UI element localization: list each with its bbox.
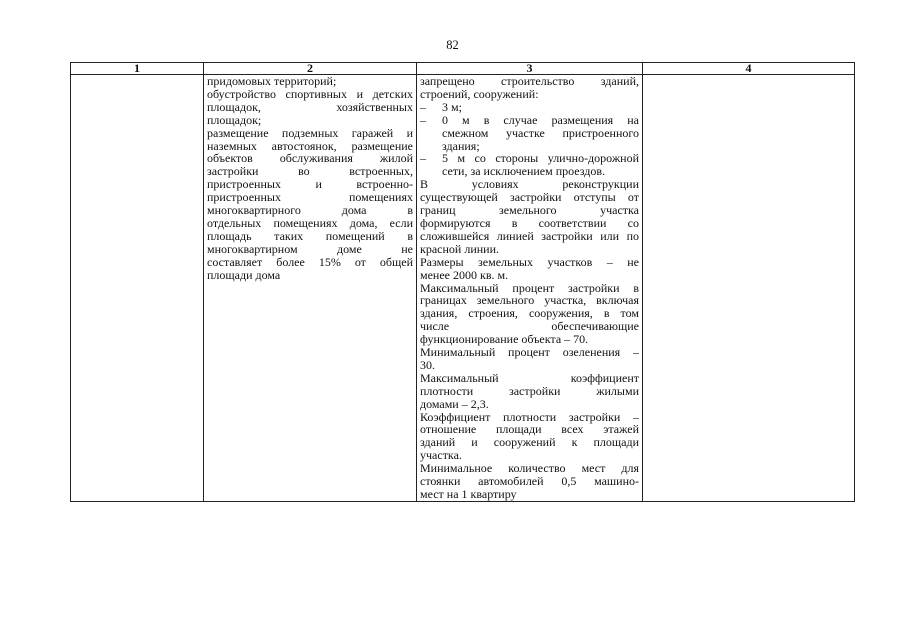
table-row <box>71 75 855 502</box>
text-line: здания, строения, сооружения, в том <box>420 306 639 321</box>
text-line: 3 м; <box>442 99 462 114</box>
text-line: границ земельного участка <box>420 203 639 218</box>
paragraph <box>420 346 639 372</box>
column-header-4: 4 <box>643 63 855 75</box>
paragraph <box>420 178 639 255</box>
text-line: пристроенных и встроенно- <box>207 177 413 192</box>
text-line: Размеры земельных участков – не <box>420 254 639 269</box>
text-line: размещение подземных гаражей и <box>207 125 413 140</box>
text-line: В условиях реконструкции <box>420 177 639 192</box>
text-line: Максимальный процент застройки в <box>420 280 639 295</box>
dash-bullet: – <box>420 99 426 114</box>
column-header-3: 3 <box>417 63 643 75</box>
text-line: Минимальное количество мест для <box>420 461 639 476</box>
text-line: обустройство спортивных и детских <box>207 86 413 101</box>
dash-bullet: – <box>420 151 426 166</box>
paragraph <box>420 372 639 411</box>
paragraph <box>420 462 639 501</box>
text-line: функционирование объекта – 70. <box>420 332 589 347</box>
text-line: участка. <box>420 448 462 463</box>
text-line: объектов обслуживания жилой <box>207 151 413 166</box>
text-line: 0 м в случае размещения на <box>442 112 639 127</box>
paragraph <box>420 411 639 463</box>
text-line: строений, сооружений: <box>420 86 539 101</box>
text-line: придомовых территорий; <box>207 74 337 88</box>
text-line: застройки во встроенных, <box>207 164 413 179</box>
text-line: наземных автостоянок, размещение <box>207 138 413 153</box>
permitted-uses-text <box>207 75 413 282</box>
text-line: многоквартирного дома в <box>207 203 413 218</box>
text-line: многоквартирном доме не <box>207 241 413 256</box>
text-line: красной линии. <box>420 241 500 256</box>
text-line: пристроенных помещениях <box>207 190 413 205</box>
text-line: площадок; <box>207 112 262 127</box>
dash-bullet: – <box>420 112 426 127</box>
text-line: границах земельного участка, включая <box>420 293 639 308</box>
page-number: 82 <box>446 38 459 52</box>
table-header-row <box>71 63 855 75</box>
text-line: площадь таких помещений в <box>207 228 413 243</box>
list-item <box>420 101 639 114</box>
column-header-2: 2 <box>204 63 417 75</box>
list-item-text <box>442 101 639 114</box>
text-line: Максимальный коэффициент <box>420 370 639 385</box>
text-line: Минимальный процент озеленения – <box>420 345 639 360</box>
paragraph <box>420 282 639 347</box>
text-line: сети, за исключением проездов. <box>442 164 606 179</box>
text-line: отдельных помещениях дома, если <box>207 215 413 230</box>
cell-col2 <box>204 75 417 502</box>
cell-col1 <box>71 75 204 502</box>
text-line: составляет более 15% от общей <box>207 254 413 269</box>
text-line: домами – 2,3. <box>420 396 489 411</box>
zoning-table <box>70 62 855 502</box>
text-line: существующей застройки отступы от <box>420 190 639 205</box>
text-line: смежном участке пристроенного <box>442 125 639 140</box>
text-line: здания; <box>442 138 480 153</box>
text-line: 30. <box>420 357 435 372</box>
text-line: площади дома <box>207 267 281 282</box>
text-line: стоянки автомобилей 0,5 машино- <box>420 474 639 489</box>
text-line: площадок, хозяйственных <box>207 99 413 114</box>
text-line: зданий и сооружений к площади <box>420 435 639 450</box>
list-item-text <box>442 152 639 178</box>
cell-col3 <box>417 75 643 502</box>
text-line: числе обеспечивающие <box>420 319 639 334</box>
list-item <box>420 152 639 178</box>
list-item-text <box>442 114 639 153</box>
text-line: мест на 1 квартиру <box>420 487 517 501</box>
paragraph <box>420 256 639 282</box>
text-line: запрещено строительство зданий, <box>420 74 639 88</box>
parameters-text <box>420 75 639 501</box>
text-line: 5 м со стороны улично-дорожной <box>442 151 639 166</box>
text-line: менее 2000 кв. м. <box>420 267 509 282</box>
text-line: отношение площади всех этажей <box>420 422 639 437</box>
text-line: формируются в соответствии со <box>420 215 639 230</box>
text-line: сложившейся линией застройки или по <box>420 228 639 243</box>
list-item <box>420 114 639 153</box>
column-header-1: 1 <box>71 63 204 75</box>
cell-col4 <box>643 75 855 502</box>
text-line: Коэффициент плотности застройки – <box>420 409 639 424</box>
text-line: плотности застройки жилыми <box>420 383 639 398</box>
